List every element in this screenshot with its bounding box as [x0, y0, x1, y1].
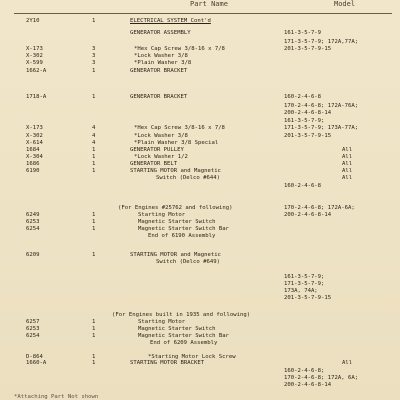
quantity: 3 [92, 53, 96, 59]
model-code: 170-2-4-6-8; 172A-6A; [284, 205, 355, 211]
description: *Lock Washer 1/2 [134, 154, 188, 160]
model-code: 161-3-5-7-9 [284, 30, 322, 36]
quantity: 1 [92, 68, 96, 74]
description: Switch (Delco #644) [156, 175, 220, 181]
description: Switch (Delco #649) [156, 259, 220, 265]
model-code: 173A, 74A; [284, 288, 318, 294]
part-number: X-173 [26, 125, 43, 131]
quantity: 1 [92, 154, 96, 160]
quantity: 1 [92, 94, 96, 100]
model-code: All [342, 168, 353, 174]
model-code: All [342, 175, 353, 181]
part-number: 1662-A [26, 68, 47, 74]
model-code: All [342, 161, 353, 167]
description: Starting Motor [138, 212, 186, 218]
quantity: 1 [92, 18, 96, 24]
part-number: D-864 [26, 354, 43, 360]
model-code: 170-2-4-6-8; 172A-76A; [284, 103, 359, 109]
quantity: 1 [92, 147, 96, 153]
description: STARTING MOTOR BRACKET [130, 360, 205, 366]
quantity: 4 [92, 140, 96, 146]
description: *Plain Washer 3/8 [134, 60, 192, 66]
quantity: 1 [92, 212, 96, 218]
model-code: 160-2-4-6-8; [284, 368, 325, 374]
description: Starting Motor [138, 319, 186, 325]
header-part-name: Part Name [190, 0, 228, 8]
quantity: 1 [92, 219, 96, 225]
quantity: 4 [92, 125, 96, 131]
model-code: All [342, 147, 353, 153]
quantity: 3 [92, 60, 96, 66]
model-code: 200-2-4-6-8-14 [284, 382, 332, 388]
description: Magnetic Starter Switch [138, 326, 216, 332]
part-number: X-302 [26, 53, 43, 59]
quantity: 3 [92, 46, 96, 52]
part-number: X-614 [26, 140, 43, 146]
model-code: 201-3-5-7-9-15 [284, 295, 332, 301]
model-code: 160-2-4-6-8 [284, 94, 322, 100]
part-number: 6254 [26, 226, 40, 232]
model-code: 161-3-5-7-9; [284, 274, 325, 280]
description: GENERATOR PULLEY [130, 147, 184, 153]
quantity: 1 [92, 168, 96, 174]
description: End of 6190 Assembly [148, 233, 216, 239]
quantity: 1 [92, 326, 96, 332]
description: End of 6209 Assembly [150, 340, 218, 346]
part-number: 6253 [26, 326, 40, 332]
model-code: 201-3-5-7-9-15 [284, 46, 332, 52]
part-number: 1684 [26, 147, 40, 153]
quantity: 1 [92, 354, 96, 360]
part-number: 6209 [26, 252, 40, 258]
model-code: 170-2-4-6-8; 172A, 6A; [284, 375, 359, 381]
description: Magnetic Starter Switch Bar [138, 333, 229, 339]
quantity: 1 [92, 252, 96, 258]
description: *Lock Washer 3/8 [134, 133, 188, 139]
description: (For Engines built in 1935 and following) [112, 312, 251, 318]
part-number: 1718-A [26, 94, 47, 100]
footer-note: *Attaching Part Not shown [14, 394, 99, 400]
model-code: All [342, 360, 353, 366]
model-code: 171-3-5-7-9; 172A,77A; [284, 39, 359, 45]
description: GENERATOR BRACKET [130, 68, 188, 74]
part-number: X-173 [26, 46, 43, 52]
description: STARTING MOTOR and Magnetic [130, 252, 221, 258]
quantity: 1 [92, 333, 96, 339]
part-number: 1686 [26, 161, 40, 167]
part-number: X-304 [26, 154, 43, 160]
part-number: 6254 [26, 333, 40, 339]
part-number: 2Y10 [26, 18, 40, 24]
description: *Hex Cap Screw 3/8-16 x 7/8 [134, 46, 225, 52]
part-number: 6257 [26, 319, 40, 325]
description: Magnetic Starter Switch Bar [138, 226, 229, 232]
description: ELECTRICAL SYSTEM Cont'd [130, 18, 211, 24]
description: STARTING MOTOR and Magnetic [130, 168, 221, 174]
description: GENERATOR BRACKET [130, 94, 188, 100]
description: (For Engines #25762 and following) [118, 205, 233, 211]
description: *Starting Motor Lock Screw [148, 354, 236, 360]
header-model: Model [334, 0, 356, 8]
model-code: 171-3-5-7-9; 173A-77A; [284, 125, 359, 131]
description: *Plain Washer 3/8 Special [134, 140, 219, 146]
part-number: X-302 [26, 133, 43, 139]
part-number: 1660-A [26, 360, 47, 366]
quantity: 1 [92, 226, 96, 232]
model-code: 171-3-5-7-9; [284, 281, 325, 287]
description: GENERATOR ASSEMBLY [130, 30, 191, 36]
quantity: 1 [92, 360, 96, 366]
model-code: 161-3-5-7-9; [284, 118, 325, 124]
part-number: 6190 [26, 168, 40, 174]
part-number: 6253 [26, 219, 40, 225]
model-code: 200-2-4-6-8-14 [284, 212, 332, 218]
header-rule [14, 13, 392, 14]
model-code: 200-2-4-6-8-14 [284, 110, 332, 116]
quantity: 4 [92, 133, 96, 139]
part-number: X-599 [26, 60, 43, 66]
description: *Lock Washer 3/8 [134, 53, 188, 59]
model-code: 160-2-4-6-8 [284, 183, 322, 189]
description: *Hex Cap Screw 3/8-16 x 7/8 [134, 125, 225, 131]
quantity: 1 [92, 319, 96, 325]
description: GENERATOR BELT [130, 161, 178, 167]
quantity: 1 [92, 161, 96, 167]
model-code: All [342, 154, 353, 160]
model-code: 201-3-5-7-9-15 [284, 133, 332, 139]
description: Magnetic Starter Switch [138, 219, 216, 225]
part-number: 6249 [26, 212, 40, 218]
